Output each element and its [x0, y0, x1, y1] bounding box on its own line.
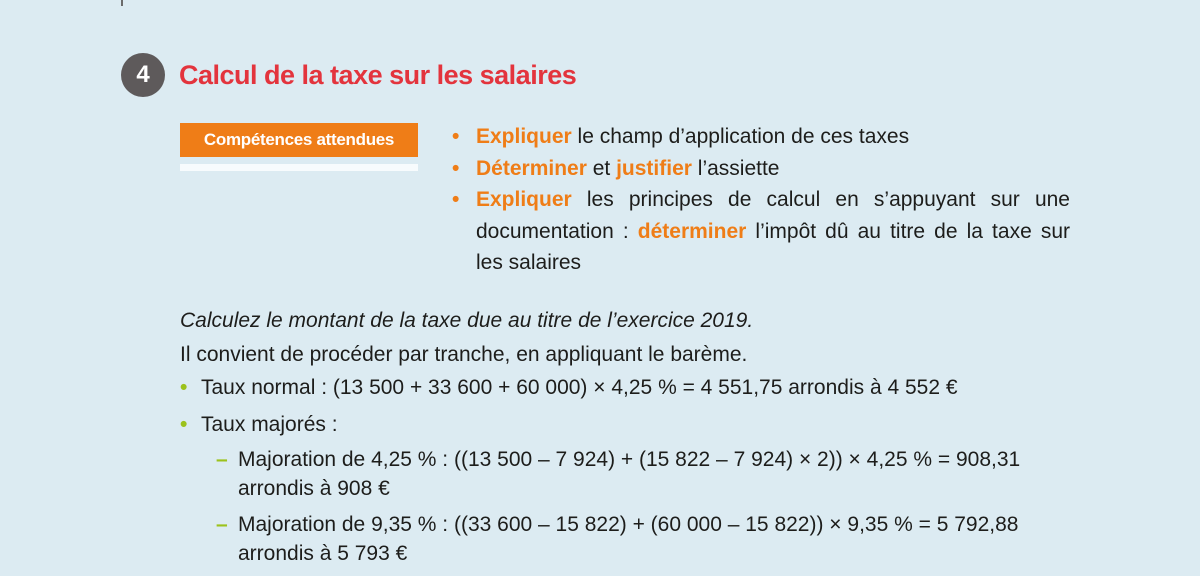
- section-title: Calcul de la taxe sur les salaires: [179, 59, 577, 90]
- section-number-badge: 4: [121, 53, 165, 97]
- page-edge-mark: [121, 0, 123, 6]
- competences-label: Compétences attendues: [180, 123, 418, 157]
- majoration-item: – Majoration de 4,25 % : ((13 500 – 7 924) + (15 822 – 7 924) × 2)) × 4,25 % = 908,31 arrondis à 908 €: [216, 445, 1080, 503]
- exercise-question: Calculez le montant de la taxe due au titre de l’exercice 2019.: [180, 309, 754, 332]
- competence-text: l’impôt dû au titre de la taxe sur les salaires: [476, 219, 1071, 274]
- competence-verb: Expliquer: [476, 125, 572, 148]
- competence-text: l’assiette: [691, 156, 780, 180]
- competence-item: [452, 121, 1070, 153]
- majoration-list: [216, 445, 1080, 568]
- competence-verb: Déterminer: [476, 156, 587, 180]
- competences-list: [452, 121, 1070, 279]
- calc-increased-rates: [180, 410, 1080, 568]
- section-header: [121, 53, 576, 97]
- competence-text: les principes de calcul en s’appuyant sur une documentation :: [476, 188, 1070, 243]
- majoration-item: – Majoration de 9,35 % : ((33 600 – 15 822) + (60 000 – 15 822)) × 9,35 % = 5 792,88 arrondis à 5 793 €: [216, 510, 1080, 568]
- calculation-list: [180, 373, 1080, 576]
- competence-item: [452, 153, 1070, 185]
- competence-verb: justifier: [616, 156, 692, 180]
- competence-text: et: [586, 156, 617, 180]
- calc-normal-rate: • Taux normal : (13 500 + 33 600 + 60 000) × 4,25 % = 4 551,75 arrondis à 4 552 €: [180, 373, 1080, 402]
- competence-verb: déterminer: [637, 219, 747, 243]
- competence-item: [452, 184, 1070, 279]
- competence-verb: Expliquer: [476, 188, 572, 211]
- calc-increased-rates-label: Taux majorés :: [201, 413, 338, 436]
- solution-intro: Il convient de procéder par tranche, en appliquant le barème.: [180, 343, 748, 366]
- competences-label-underline: [180, 164, 418, 171]
- competence-text: le champ d’application de ces taxes: [571, 125, 910, 148]
